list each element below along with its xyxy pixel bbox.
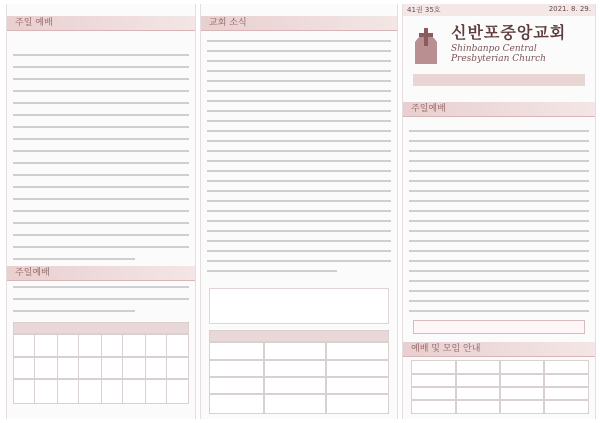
issue-date: 2021. 8. 29.	[548, 5, 591, 13]
notice-header: 교회 소식	[209, 18, 247, 28]
masthead-bar	[403, 4, 595, 16]
worship-header: 주일 예배	[15, 18, 53, 28]
church-name: 신반포중앙교회	[451, 23, 567, 42]
right-worship-header-band	[403, 102, 595, 117]
issue-number: 41권 35호	[407, 6, 441, 14]
schedule-header-band	[403, 342, 595, 357]
year-theme-band	[413, 74, 585, 86]
worship-header-band	[7, 16, 195, 31]
contact-box	[209, 288, 389, 324]
notice-header-band	[201, 16, 397, 31]
right-panel	[402, 4, 596, 419]
section2-header: 주일예배	[15, 268, 50, 278]
schedule-header: 예배 및 모임 안내	[411, 344, 481, 354]
right-worship-header: 주일예배	[411, 104, 446, 114]
church-english: Shinbanpo Central Presbyterian Church	[451, 44, 546, 64]
middle-panel	[200, 4, 398, 419]
church-logo-icon	[409, 20, 443, 70]
section2-header-band	[7, 266, 195, 281]
left-panel	[6, 4, 196, 419]
note-box	[413, 320, 585, 334]
